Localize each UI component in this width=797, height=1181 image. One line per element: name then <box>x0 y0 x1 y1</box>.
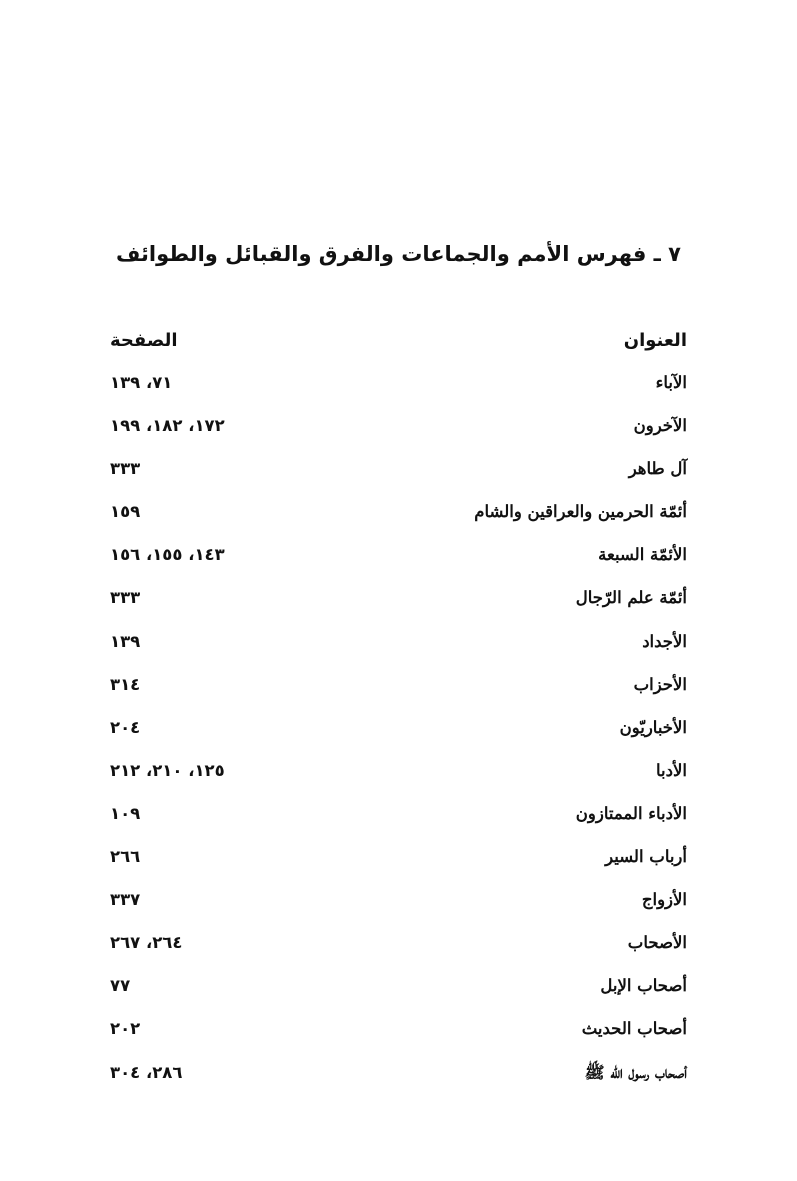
index-entry <box>110 713 687 756</box>
entry-title: الأدباء الممتازون <box>575 803 687 823</box>
index-entry <box>110 497 687 540</box>
entry-pages: ٢٨٦، ٣٠٤ <box>110 1062 183 1082</box>
index-entry <box>110 1014 687 1057</box>
entry-pages: ٢٠٢ <box>110 1019 141 1039</box>
entry-title: الآباء <box>655 373 687 392</box>
entry-title: أرباب السير <box>605 847 687 867</box>
index-entry <box>110 670 687 713</box>
index-entry <box>110 411 687 454</box>
entry-pages: ١٥٩ <box>110 502 141 522</box>
index-entry <box>110 842 687 885</box>
column-header-pages: الصفحة <box>110 330 178 351</box>
index-entry <box>110 368 687 411</box>
entry-title: أصحاب الحديث <box>581 1019 687 1039</box>
entry-pages: ٧١، ١٣٩ <box>110 373 173 392</box>
entry-pages: ٣١٤ <box>110 674 141 694</box>
entry-title: أئمّة علم الرّجال <box>575 588 687 608</box>
index-entry <box>110 799 687 842</box>
entry-title: آل طاهر <box>628 459 687 479</box>
column-header-row <box>110 326 687 356</box>
entry-title: أصحاب الإبل <box>600 976 687 996</box>
index-entries-list <box>110 368 687 1101</box>
entry-pages: ٣٣٣ <box>110 588 141 608</box>
entry-pages: ١٧٢، ١٨٢، ١٩٩ <box>110 416 225 436</box>
entry-title: الأجداد <box>642 631 687 651</box>
entry-pages: ٧٧ <box>110 976 131 996</box>
entry-title: الأئمّة السبعة <box>598 545 687 565</box>
entry-title: الآخرون <box>633 416 687 436</box>
column-header-title: العنوان <box>623 330 687 351</box>
entry-pages: ١٢٥، ٢١٠، ٢١٢ <box>110 760 225 780</box>
index-entry <box>110 885 687 928</box>
entry-pages: ٢٦٤، ٢٦٧ <box>110 933 183 953</box>
index-entry <box>110 928 687 971</box>
entry-title: الأدبا <box>656 760 687 780</box>
index-entry <box>110 756 687 799</box>
index-entry <box>110 583 687 626</box>
index-entry <box>110 627 687 670</box>
entry-title: أئمّة الحرمين والعراقين والشام <box>474 502 687 522</box>
entry-pages: ٣٣٣ <box>110 459 141 479</box>
entry-title: الأحزاب <box>633 674 687 694</box>
page-title: ٧ ـ فهرس الأمم والجماعات والفرق والقبائل والطوائف <box>116 242 681 266</box>
index-entry <box>110 1058 687 1101</box>
entry-pages: ٢٦٦ <box>110 847 141 867</box>
index-entry <box>110 454 687 497</box>
entry-title: الأصحاب <box>627 933 687 953</box>
entry-title: الأخباريّون <box>619 717 687 737</box>
entry-pages: ١٤٣، ١٥٥، ١٥٦ <box>110 545 225 565</box>
entry-pages: ١٣٩ <box>110 631 141 651</box>
index-entry <box>110 540 687 583</box>
entry-pages: ١٠٩ <box>110 803 141 823</box>
index-entry <box>110 971 687 1014</box>
entry-title: أصحاب رسول الله ﷺ <box>584 1062 687 1082</box>
entry-pages: ٢٠٤ <box>110 717 141 737</box>
entry-pages: ٣٣٧ <box>110 890 141 910</box>
entry-title: الأزواج <box>641 890 687 910</box>
